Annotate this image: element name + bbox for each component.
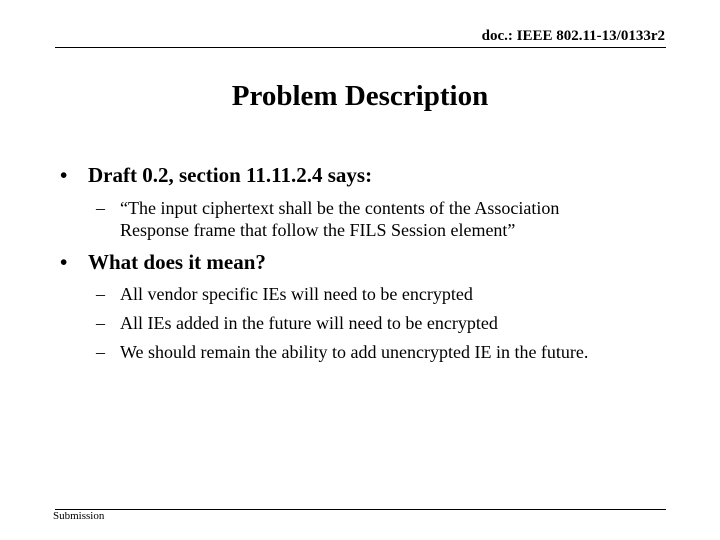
sub-bullet-item — [96, 312, 498, 334]
sub-bullet-text: All vendor specific IEs will need to be encrypted — [120, 284, 473, 304]
bullet-marker: • — [60, 163, 68, 187]
bullet-item — [60, 250, 266, 275]
sub-bullet-text-line: Response frame that follow the FILS Session element” — [120, 220, 516, 240]
bullet-text: Draft 0.2, section 11.11.2.4 says: — [88, 163, 373, 187]
bullet-text: What does it mean? — [88, 250, 266, 274]
bullet-item — [60, 163, 372, 188]
sub-bullet-marker: – — [96, 313, 105, 333]
sub-bullet-item — [96, 341, 588, 363]
sub-bullet-item — [96, 197, 559, 241]
sub-bullet-text-line: “The input ciphertext shall be the contents of the Association — [120, 198, 560, 218]
footer-rule — [55, 509, 666, 510]
footer-submission-label: Submission — [53, 510, 105, 522]
sub-bullet-text: All IEs added in the future will need to be encrypted — [120, 313, 498, 333]
header-rule — [55, 47, 666, 48]
slide-title: Problem Description — [231, 80, 489, 112]
doc-reference: doc.: IEEE 802.11-13/0133r2 — [481, 28, 665, 44]
sub-bullet-item — [96, 283, 473, 305]
sub-bullet-marker: – — [96, 342, 105, 362]
sub-bullet-marker: – — [96, 198, 105, 218]
sub-bullet-text: We should remain the ability to add unencrypted IE in the future. — [120, 342, 589, 362]
sub-bullet-marker: – — [96, 284, 105, 304]
bullet-marker: • — [60, 250, 68, 274]
